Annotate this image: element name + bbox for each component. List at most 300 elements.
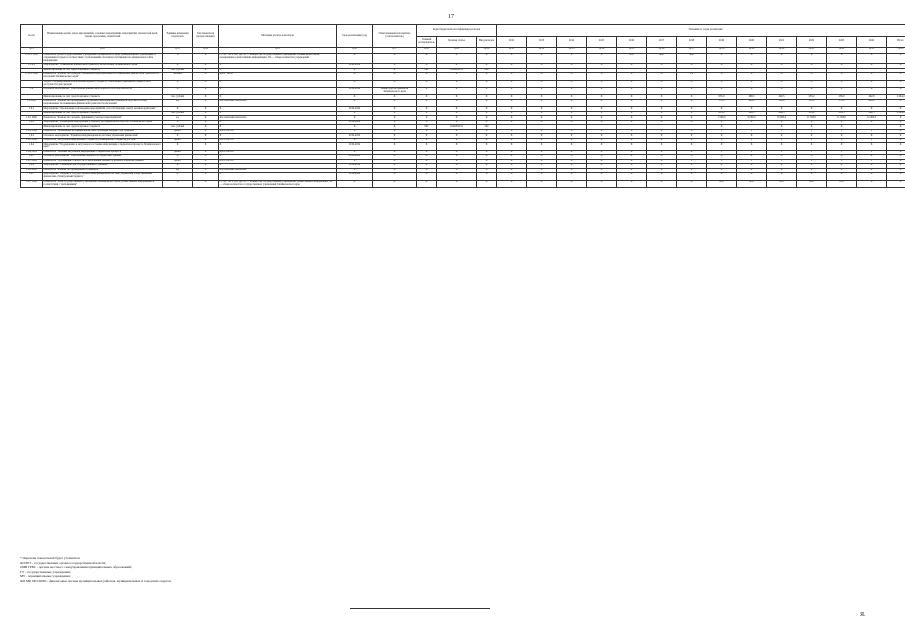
row-year-value: X [707, 87, 737, 94]
row-kbk-grbs: X [417, 87, 437, 94]
row-year-value: X [647, 64, 677, 69]
row-year-value: X [557, 87, 587, 94]
row-year-value: X [737, 120, 767, 125]
row-number: 1.6.3 ПЦ1 [21, 138, 43, 143]
row-type: X [193, 164, 219, 169]
row-kbk-grbs: 802 [417, 125, 437, 130]
row-kbk-target: X [437, 134, 477, 139]
row-year-value: X [647, 138, 677, 143]
row-year-value: X [707, 107, 737, 112]
column-number: гр.5 [219, 48, 337, 54]
row-year-value: 1 [827, 138, 857, 143]
row-kbk-kind: X [477, 180, 497, 187]
row-executor: X [373, 80, 417, 87]
row-term: X [337, 73, 373, 80]
row-type: X [193, 168, 219, 173]
row-type: X [193, 159, 219, 164]
row-number: 1.6.2 ПЦ1 [21, 129, 43, 134]
row-year-value: X [497, 150, 527, 155]
row-year-value: X [587, 168, 617, 173]
row-kbk-grbs: X [417, 155, 437, 160]
row-year-value: 1 [737, 138, 767, 143]
row-year-value: 1 [857, 150, 887, 155]
program-table-container [20, 24, 905, 188]
row-year-value: X [767, 125, 797, 130]
row-year-value: 96,0 [677, 53, 707, 63]
row-name: Показатель "Наличие актуальной информации о бюджетном процессе" [43, 150, 163, 155]
row-year-value: X [587, 53, 617, 63]
row-year-value: X [647, 134, 677, 139]
row-unit: X [163, 173, 193, 180]
row-year-value: X [767, 73, 797, 80]
row-unit: тыс. рублей [163, 68, 193, 73]
row-year-value: X [887, 120, 905, 125]
row-name: Финансирование за счет средств краевого бюджета [43, 95, 163, 100]
row-year-value: X [647, 111, 677, 116]
row-year-value: X [587, 99, 617, 106]
row-term: 2019-2024 [337, 143, 373, 150]
row-term: X [337, 168, 373, 173]
row-kbk-grbs: X [417, 134, 437, 139]
row-kbk-grbs: X [417, 107, 437, 112]
row-method: Абсолютный показатель [219, 99, 337, 106]
row-year-value: X [797, 134, 827, 139]
row-executor: X [373, 116, 417, 121]
row-year-value: X [707, 125, 737, 130]
row-year-value: X [797, 155, 827, 160]
row-type: X [193, 138, 219, 143]
row-name: Финансирование за счет средств краевого бюджета [43, 68, 163, 73]
row-executor: X [373, 129, 417, 134]
row-number: 1.5.2.2 [21, 64, 43, 69]
header-year: 2015 [587, 36, 617, 48]
row-year-value: 1 [737, 150, 767, 155]
row-kbk-grbs: X [417, 73, 437, 80]
row-executor: X [373, 107, 417, 112]
row-year-value: X [557, 134, 587, 139]
row-year-value: X [677, 99, 707, 106]
row-term: X [337, 180, 373, 187]
row-year-value: X [617, 155, 647, 160]
row-year-value: X [737, 53, 767, 63]
row-year-value: 1 [827, 129, 857, 134]
row-type: X [193, 134, 219, 139]
row-year-value: X [527, 155, 557, 160]
row-executor: X [373, 73, 417, 80]
row-term: X [337, 129, 373, 134]
row-kbk-grbs: X [417, 53, 437, 63]
row-year-value: X [707, 120, 737, 125]
row-year-value: X [587, 150, 617, 155]
row-year-value: 96,0 [647, 53, 677, 63]
row-year-value: 249,5 [767, 95, 797, 100]
row-year-value: 1 [737, 159, 767, 164]
row-year-value: X [557, 168, 587, 173]
row-year-value: 1 [767, 129, 797, 134]
row-year-value: 253,2 [797, 111, 827, 116]
row-year-value: X [587, 107, 617, 112]
row-year-value: X [767, 155, 797, 160]
row-kbk-grbs: X [417, 173, 437, 180]
row-year-value: X [677, 155, 707, 160]
row-executor: X [373, 155, 417, 160]
row-year-value: 1 [797, 138, 827, 143]
row-year-value: 1 [797, 150, 827, 155]
row-term: X [337, 150, 373, 155]
row-year-value: 92,0 [797, 180, 827, 187]
row-kbk-grbs: X [417, 168, 437, 173]
row-year-value: 2 264,4 [887, 111, 905, 116]
row-year-value: X [557, 155, 587, 160]
row-year-value: X [827, 155, 857, 160]
row-year-value: 4 [827, 168, 857, 173]
row-year-value: X [527, 95, 557, 100]
column-number: гр.7 [373, 48, 417, 54]
row-unit: да/нет [163, 129, 193, 134]
row-unit: % [163, 53, 193, 63]
row-year-value: 600,0 [857, 99, 887, 106]
row-year-value: X [617, 150, 647, 155]
row-year-value: X [887, 116, 905, 121]
row-year-value: 550,0 [797, 99, 827, 106]
row-year-value: 4 [857, 168, 887, 173]
header-kbk-col: Вид расходов [477, 36, 497, 48]
row-kbk-grbs: X [417, 64, 437, 69]
footnote-line: ФЭЭРТ - государственные органы государственной власти; [20, 560, 106, 565]
row-year-value: X [677, 87, 707, 94]
row-unit: X [163, 143, 193, 150]
row-year-value: X [887, 53, 905, 63]
row-year-value: X [827, 80, 857, 87]
row-number: 1.6.1 [21, 107, 43, 112]
header-year: 2022 [797, 36, 827, 48]
row-year-value: X [527, 99, 557, 106]
row-year-value: X [707, 134, 737, 139]
row-year-value: X [857, 53, 887, 63]
row-kbk-grbs: X [417, 111, 437, 116]
row-term: 2019-2024 [337, 155, 373, 160]
row-year-value: 259,0 [827, 95, 857, 100]
row-kbk-kind: X [477, 99, 497, 106]
row-type: X [193, 53, 219, 63]
row-method: X [219, 80, 337, 87]
row-unit: да/нет [163, 138, 193, 143]
row-name: Показатель "Количество человек, принявших участие в мероприятиях" [43, 116, 163, 121]
row-executor: X [373, 64, 417, 69]
row-kbk-target: X [437, 143, 477, 150]
row-year-value: X [887, 150, 905, 155]
row-kbk-kind: 240 [477, 68, 497, 73]
table-row [21, 173, 905, 180]
row-year-value: X [887, 138, 905, 143]
row-kbk-target: X [437, 73, 477, 80]
row-year-value: 1 [797, 129, 827, 134]
row-year-value: X [737, 134, 767, 139]
row-method: X [219, 111, 337, 116]
row-kbk-target: 0140204011 [437, 68, 477, 73]
row-kbk-target: 0140204011 [437, 125, 477, 130]
row-method: Дп=1; Пп=0 [219, 73, 337, 80]
row-year-value: X [677, 80, 707, 87]
row-unit: да/нет [163, 150, 193, 155]
row-number: 1.6.7 ПЦ1 [21, 180, 43, 187]
row-year-value: X [527, 53, 557, 63]
row-year-value: X [677, 129, 707, 134]
row-year-value: X [857, 155, 887, 160]
row-year-value: X [647, 159, 677, 164]
row-year-value: X [617, 99, 647, 106]
row-year-value: X [617, 180, 647, 187]
row-year-value: X [887, 173, 905, 180]
row-year-value: 253,2 [797, 95, 827, 100]
header-kbk-col: Главный распорядитель [417, 36, 437, 48]
row-year-value: X [827, 53, 857, 63]
row-kbk-grbs: X [417, 143, 437, 150]
row-number: 1.6.7 [21, 173, 43, 180]
row-executor: X [373, 68, 417, 73]
row-year-value: 1 [767, 159, 797, 164]
row-year-value: X [857, 134, 887, 139]
row-year-value: 90,0 [737, 180, 767, 187]
row-name: Задача 3. Формирование и исполнение краевого бюджета, отвечающих принципам открытости и доступности для граждан [43, 80, 163, 87]
row-kbk-target: X [437, 129, 477, 134]
row-year-value: 1 [707, 138, 737, 143]
row-kbk-kind: X [477, 80, 497, 87]
row-executor: X [373, 150, 417, 155]
column-number: гр.4 [193, 48, 219, 54]
row-term: X [337, 125, 373, 130]
row-unit: тыс. рублей [163, 95, 193, 100]
row-method: X [219, 143, 337, 150]
row-year-value: X [587, 73, 617, 80]
row-kbk-target: X [437, 111, 477, 116]
row-year-value: 1 [707, 129, 737, 134]
row-method: X [219, 164, 337, 169]
row-year-value: 653,0 [707, 111, 737, 116]
row-number: 1.6 [21, 87, 43, 94]
header-kbk-group: Коды бюджетной классификации расходов [417, 25, 497, 37]
row-year-value: X [887, 134, 905, 139]
row-kbk-grbs: 802 [417, 68, 437, 73]
row-year-value: X [617, 120, 647, 125]
row-name: Основное мероприятие "Развитие информационной системы управления финансами" [43, 134, 163, 139]
row-year-value: X [737, 107, 767, 112]
row-kbk-kind: X [477, 173, 497, 180]
row-year-value: X [497, 87, 527, 94]
row-unit: человек [163, 73, 193, 80]
row-method: X [219, 87, 337, 94]
footnote-line: ФО МР, МО МПО - финансовые органы муниципальных районов, муниципальных и городских округов. [20, 578, 172, 583]
row-kbk-kind: X [477, 111, 497, 116]
row-year-value: 262,8 [857, 95, 887, 100]
table-row [21, 80, 905, 87]
column-number: гр.8 [417, 48, 437, 54]
row-year-value: 289,5 [737, 95, 767, 100]
row-year-value: X [677, 111, 707, 116]
row-term: X [337, 68, 373, 73]
row-year-value: X [527, 150, 557, 155]
row-year-value: X [647, 80, 677, 87]
row-term: X [337, 111, 373, 116]
table-row [21, 73, 905, 80]
column-number: гр.16 [647, 48, 677, 54]
row-year-value: 575,0 [827, 99, 857, 106]
row-unit: X [163, 107, 193, 112]
row-kbk-kind: X [477, 95, 497, 100]
row-year-value: X [767, 143, 797, 150]
row-year-value: 4 [617, 168, 647, 173]
footnote-line: ГУ - государственные учреждения; [20, 569, 71, 574]
row-term: 2018-2024 [337, 64, 373, 69]
row-executor: X [373, 120, 417, 125]
row-kbk-kind: 240 [477, 125, 497, 130]
row-year-value: X [767, 107, 797, 112]
row-year-value: X [647, 180, 677, 187]
row-year-value: 90,0 [707, 180, 737, 187]
row-kbk-target: X [437, 99, 477, 106]
row-unit: X [163, 64, 193, 69]
row-kbk-target: X [437, 80, 477, 87]
row-term: 2019-2024 [337, 87, 373, 94]
row-year-value: X [557, 164, 587, 169]
row-year-value: X [587, 173, 617, 180]
row-year-value: X [857, 173, 887, 180]
row-kbk-kind: X [477, 155, 497, 160]
row-year-value: 1 [767, 150, 797, 155]
row-kbk-target: X [437, 120, 477, 125]
row-executor: X [373, 111, 417, 116]
row-method: Абсолютный показатель [219, 116, 337, 121]
header-year: 2021 [767, 36, 797, 48]
row-number: 1.6 ПЦ1 [21, 99, 43, 106]
row-year-value: X [527, 129, 557, 134]
row-year-value: X [887, 159, 905, 164]
header-method: Методика расчета показателя [219, 25, 337, 48]
header-name: Наименование целей, задач, мероприятий, основных мероприятий, мероприятий, показателей цели, задачи, программы, показателей [43, 25, 163, 48]
row-kbk-target: X [437, 150, 477, 155]
header-executor: Ответственный исполнитель (соисполнитель) [373, 25, 417, 48]
row-executor: X [373, 125, 417, 130]
row-year-value: X [587, 129, 617, 134]
row-kbk-kind: X [477, 53, 497, 63]
row-year-value: X [677, 95, 707, 100]
row-method: X [219, 68, 337, 73]
row-year-value: 262,5 [857, 111, 887, 116]
row-year-value: X [617, 107, 647, 112]
header-type: Тип показателя (возрастающий) [193, 25, 219, 48]
row-year-value: X [497, 143, 527, 150]
row-method: I = Ч1 / Ч2 х 100, где Ч1 — количество государственных учреждений Забайкальского края, своевременно разместивших информацию; Ч2 — общее количество учреждений [219, 53, 337, 63]
row-year-value: X [827, 73, 857, 80]
column-number: гр.22 [827, 48, 857, 54]
row-year-value: X [707, 64, 737, 69]
row-year-value: X [527, 173, 557, 180]
row-year-value: X [647, 173, 677, 180]
row-year-value: 653,0 [707, 95, 737, 100]
row-year-value: X [527, 168, 557, 173]
row-year-value: 1 [857, 159, 887, 164]
row-year-value: X [707, 164, 737, 169]
row-name: Мероприятие "Организация и проведение мероприятий, способствующих охвату целевой аудитории" [43, 107, 163, 112]
row-kbk-target: X [437, 168, 477, 173]
row-year-value: X [887, 64, 905, 69]
row-kbk-grbs: X [417, 80, 437, 87]
row-executor: X [373, 95, 417, 100]
row-kbk-kind: X [477, 150, 497, 155]
row-year-value: X [557, 150, 587, 155]
row-kbk-kind: X [477, 164, 497, 169]
row-year-value: 2 264,4 [887, 95, 905, 100]
row-number: 1.6.3 [21, 134, 43, 139]
row-name: Показатель "Количество граждан, охваченных мероприятиями по повышению финансовой грамотности населения Забайкальского края" [43, 73, 163, 80]
row-year-value: 400,0 [737, 99, 767, 106]
row-executor: X [373, 99, 417, 106]
row-year-value: 1 [827, 150, 857, 155]
row-year-value: 1 [737, 129, 767, 134]
row-year-value: X [617, 164, 647, 169]
row-name: Показатель "Количество проведенных публичных мероприятий (семинаров, круглых столов), направленных на повышение финансовой грамотности населения" [43, 99, 163, 106]
row-year-value: 92,0 [767, 180, 797, 187]
row-number: 1.6.1 ПЦ1 [21, 116, 43, 121]
row-year-value: 93,0 [827, 180, 857, 187]
row-year-value: X [677, 143, 707, 150]
row-year-value: X [857, 87, 887, 94]
row-unit: X [163, 80, 193, 87]
column-number: гр.21 [797, 48, 827, 54]
row-year-value: X [827, 164, 857, 169]
row-number: 1.6.6 ПЦ1 [21, 168, 43, 173]
row-year-value: X [857, 120, 887, 125]
row-year-value: X [587, 134, 617, 139]
header-year: 2013 [527, 36, 557, 48]
row-year-value: X [587, 180, 617, 187]
row-year-value: X [887, 107, 905, 112]
row-unit: ед. [163, 99, 193, 106]
row-year-value: X [827, 134, 857, 139]
row-year-value: X [557, 111, 587, 116]
row-year-value: X [707, 53, 737, 63]
footer-divider [350, 608, 490, 609]
row-year-value: X [497, 180, 527, 187]
header-year: Итого [887, 36, 905, 48]
row-year-value: X [557, 173, 587, 180]
row-year-value: X [557, 180, 587, 187]
row-year-value: X [557, 143, 587, 150]
row-executor: X [373, 138, 417, 143]
row-year-value: X [707, 80, 737, 87]
table-row [21, 180, 905, 187]
row-name: Мероприятие "Семинары для государственных служащих" [43, 164, 163, 169]
row-year-value: 289,5 [737, 111, 767, 116]
row-year-value: X [557, 129, 587, 134]
row-year-value: X [707, 73, 737, 80]
row-year-value: X [767, 80, 797, 87]
row-year-value: X [527, 120, 557, 125]
row-year-value: X [707, 155, 737, 160]
row-year-value: X [707, 173, 737, 180]
row-year-value: X [887, 143, 905, 150]
row-year-value: X [527, 107, 557, 112]
row-year-value: X [587, 116, 617, 121]
row-year-value: X [587, 80, 617, 87]
header-year: 2024 [857, 36, 887, 48]
row-year-value: X [557, 138, 587, 143]
row-year-value: X [767, 87, 797, 94]
row-unit: ед. [163, 168, 193, 173]
row-kbk-kind: X [477, 107, 497, 112]
row-executor: X [373, 164, 417, 169]
row-name: Мероприятие "Ведение в государственной информационной системе управления общественными финансами «Электронный бюджет»" [43, 173, 163, 180]
